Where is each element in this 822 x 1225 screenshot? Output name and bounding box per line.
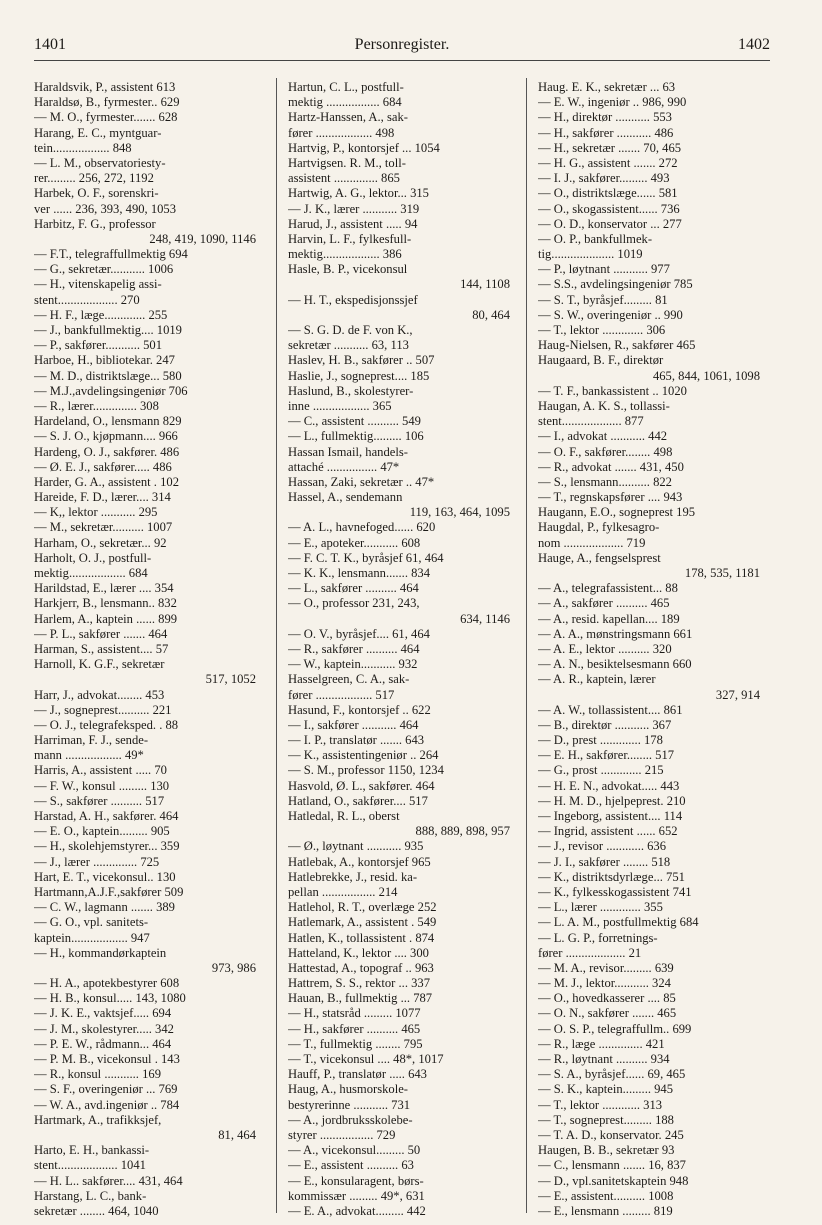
index-entry-line: Harildstad, E., lærer .... 354	[34, 581, 174, 596]
index-entry-line: mann .................. 49*	[34, 748, 144, 763]
index-entry-line: Hatlen, K., tollassistent . 874	[288, 930, 435, 945]
index-entry-line: — P. E. W., rådmann... 464	[34, 1036, 172, 1051]
index-entry-line: — S. J. O., kjøpmann.... 966	[34, 429, 178, 444]
index-entry-line: 248, 419, 1090, 1146	[149, 231, 256, 246]
index-entry-line: Hasund, F., kontorsjef .. 622	[288, 702, 431, 717]
index-entry-line: — S. W., overingeniør .. 990	[538, 307, 683, 322]
index-entry-line: — T., sogneprest......... 188	[538, 1112, 674, 1127]
index-entry-line: — E. O., kaptein......... 905	[34, 824, 170, 839]
index-entry-line: Harnoll, K. G.F., sekretær	[34, 657, 165, 672]
index-entry-line: Hareide, F. D., lærer.... 314	[34, 490, 171, 505]
index-entry-line: Harto, E. H., bankassi-	[34, 1143, 150, 1158]
index-entry-line: Hatlebak, A., kontorsjef 965	[288, 854, 431, 869]
index-entry-line: Hassan, Zaki, sekretær .. 47*	[288, 474, 435, 489]
index-entry-line: — L. M., observatoriesty-	[34, 155, 166, 170]
index-entry-line: — M. O., fyrmester....... 628	[34, 110, 178, 125]
index-entry-line: Haugen, B. B., sekretær 93	[538, 1143, 675, 1158]
index-entry-line: 517, 1052	[205, 672, 256, 687]
index-entry-line: Hartmann,A.J.F.,sakfører 509	[34, 884, 184, 899]
index-entry-line: — O., skogassistent...... 736	[538, 201, 680, 216]
index-entry-line: Hattrem, S. S., rektor ... 337	[288, 976, 431, 991]
index-entry-line: — A. L., havnefoged...... 620	[288, 520, 436, 535]
index-entry-line: — J. K. E., vaktsjef..... 694	[34, 1006, 172, 1021]
index-entry-line: — I., sakfører ........... 464	[288, 717, 419, 732]
index-entry-line: — L., fullmektig......... 106	[288, 429, 424, 444]
index-entry-line: — A. N., besiktelsesmann 660	[538, 657, 692, 672]
index-entry-line: — O. S. P., telegraffullm.. 699	[538, 1021, 692, 1036]
index-entry-line: — J., sogneprest.......... 221	[34, 702, 172, 717]
index-entry-line: — H. E. N., advokat..... 443	[538, 778, 680, 793]
index-entry-line: — S. A., byråsjef...... 69, 465	[538, 1067, 686, 1082]
index-entry-line: 973, 986	[211, 960, 256, 975]
index-entry-line: Haraldsvik, P., assistent 613	[34, 80, 176, 94]
index-entry-line: — L. G. P., forretnings-	[538, 930, 658, 945]
index-entry-line: — O., professor 231, 243,	[288, 596, 420, 611]
index-entry-line: — F. W., konsul ......... 130	[34, 778, 170, 793]
index-entry-line: — R., løytnant .......... 934	[538, 1052, 670, 1066]
index-entry-line: Haslund, B., skolestyrer-	[288, 383, 414, 398]
index-entry-line: 144, 1108	[460, 277, 510, 292]
index-entry-line: Haslev, H. B., sakfører .. 507	[288, 353, 435, 368]
index-entry-line: Haugann, E.O., sogneprest 195	[538, 505, 696, 520]
index-entry-line: — H. G., assistent ....... 272	[538, 155, 678, 170]
index-entry-line: — G., sekretær........... 1006	[34, 262, 174, 277]
page-title: Personregister.	[354, 36, 450, 53]
index-entry-line: Hatteland, K., lektor .... 300	[288, 945, 429, 960]
index-entry-line: Haug. E. K., sekretær ... 63	[538, 80, 676, 94]
index-entry-line: — H., vitenskapelig assi-	[34, 277, 162, 292]
index-entry-line: — A., telegrafassistent... 88	[538, 581, 678, 596]
index-entry-line: — R., lærer.............. 308	[34, 398, 159, 413]
index-entry-line: attaché ................ 47*	[288, 459, 400, 474]
index-entry-line: — C. W., lagmann ....... 389	[34, 900, 175, 915]
index-entry-line: mektig.................. 386	[288, 247, 402, 262]
index-entry-line: Harang, E. C., myntguar-	[34, 125, 162, 140]
index-entry-line: rer......... 256, 272, 1192	[34, 171, 154, 186]
index-entry-line: fører .................. 498	[288, 125, 395, 140]
index-entry-line: sekretær ........ 464, 1040	[34, 1203, 159, 1218]
index-entry-line: — R., læge .............. 421	[538, 1036, 665, 1051]
index-entry-line: — M.J.,avdelingsingeniør 706	[34, 383, 188, 398]
index-entry-line: — H., sakfører ........... 486	[538, 125, 674, 140]
index-entry-line: nom ................... 719	[538, 535, 646, 550]
index-entry-line: fører ................... 21	[538, 945, 642, 960]
index-entry-line: — S. F., overingeniør ... 769	[34, 1082, 178, 1097]
index-entry-line: Harman, S., assistent.... 57	[34, 641, 169, 656]
index-entry-line: 327, 914	[715, 687, 760, 702]
index-entry-line: Hasle, B. P., vicekonsul	[288, 262, 408, 277]
index-entry-line: — I. J., sakfører......... 493	[538, 171, 670, 186]
index-entry-line: — Ø., løytnant ........... 935	[288, 839, 424, 854]
index-entry-line: Hartvigsen. R. M., toll-	[288, 155, 406, 170]
index-entry-line: — Ingeborg, assistent.... 114	[538, 809, 683, 823]
index-entry-line: inne .................. 365	[288, 398, 392, 413]
index-entry-line: styrer ................. 729	[288, 1127, 396, 1142]
index-entry-line: — K., distriktsdyrlæge... 751	[538, 869, 685, 884]
index-entry-line: — A. A., mønstringsmann 661	[538, 626, 693, 641]
index-entry-line: Hatlehol, R. T., overlæge 252	[288, 900, 437, 915]
index-entry-line: — F.T., telegraffullmektig 694	[34, 247, 188, 262]
index-entry-line: assistent .............. 865	[288, 171, 400, 186]
index-entry-line: bestyrerinne ........... 731	[288, 1097, 411, 1112]
index-entry-line: tig.................... 1019	[538, 247, 643, 262]
index-entry-line: — O., distriktslæge...... 581	[538, 186, 678, 201]
index-entry-line: — H. A., apotekbestyrer 608	[34, 976, 180, 991]
index-entry-line: — L. A. M., postfullmektig 684	[538, 915, 699, 930]
index-entry-line: — L., lærer ............. 355	[538, 900, 663, 915]
index-column-2	[288, 80, 510, 1219]
index-entry-line: Hatland, O., sakfører.... 517	[288, 793, 428, 808]
index-entry-line: Harham, O., sekretær... 92	[34, 535, 167, 550]
index-entry-line: kommissær ......... 49*, 631	[288, 1188, 425, 1203]
index-entry-line: — M., sekretær.......... 1007	[34, 520, 173, 535]
index-entry-line: Haug-Nielsen, R., sakfører 465	[538, 338, 696, 353]
index-entry-line: — P., løytnant ........... 977	[538, 262, 670, 277]
index-entry-line: — H. L.. sakfører.... 431, 464	[34, 1173, 183, 1188]
index-entry-line: — S., sakfører .......... 517	[34, 793, 165, 808]
index-entry-line: sekretær ........... 63, 113	[288, 338, 409, 353]
index-entry-line: Haugdal, P., fylkesagro-	[538, 520, 660, 535]
index-entry-line: — T., vicekonsul .... 48*, 1017	[288, 1052, 444, 1066]
index-entry-line: Haraldsø, B., fyrmester.. 629	[34, 95, 180, 110]
index-entry-line: Haugan, A. K. S., tollassi-	[538, 398, 670, 413]
index-entry-line: — O. F., sakfører........ 498	[538, 444, 673, 459]
index-entry-line: Hardeng, O. J., sakfører. 486	[34, 444, 180, 459]
index-entry-line: — R., konsul ........... 169	[34, 1067, 161, 1082]
column-divider	[526, 78, 527, 1213]
index-entry-line: fører .................. 517	[288, 687, 395, 702]
index-entry-line: — E. H., sakfører........ 517	[538, 748, 675, 763]
index-entry-line: — Ø. E. J., sakfører..... 486	[34, 459, 172, 474]
index-entry-line: — A., vicekonsul......... 50	[288, 1143, 421, 1158]
index-entry-line: — E., konsularagent, børs-	[288, 1173, 424, 1188]
index-entry-line: — E., lensmann ......... 819	[538, 1203, 673, 1218]
index-entry-line: Harvin, L. F., fylkesfull-	[288, 231, 412, 246]
index-entry-line: Haug, A., husmorskole-	[288, 1082, 408, 1097]
index-entry-line: Hartun, C. L., postfull-	[288, 80, 404, 94]
index-entry-line: — E., apoteker........... 608	[288, 535, 421, 550]
index-entry-line: 178, 535, 1181	[684, 566, 760, 580]
index-column-3	[538, 80, 760, 1219]
index-entry-line: — K,, lektor ........... 295	[34, 505, 158, 520]
index-entry-line: Harstad, A. H., sakfører. 464	[34, 809, 179, 823]
index-entry-line: — R., advokat ....... 431, 450	[538, 459, 684, 474]
index-entry-line: stent................... 877	[538, 414, 644, 429]
index-entry-line: — P. L., sakfører ....... 464	[34, 626, 168, 641]
index-entry-line: — S. G. D. de F. von K.,	[288, 323, 413, 337]
index-entry-line: mektig ................. 684	[288, 95, 402, 110]
index-entry-line: Hasselgreen, C. A., sak-	[288, 672, 410, 687]
page-number-right: 1402	[738, 36, 770, 53]
index-entry-line: — A. W., tollassistent.... 861	[538, 702, 683, 717]
index-entry-line: Hartz-Hanssen, A., sak-	[288, 110, 408, 125]
index-entry-line: Harstang, L. C., bank-	[34, 1188, 147, 1203]
index-entry-line: — S.S., avdelingsingeniør 785	[538, 277, 693, 292]
index-entry-line: Harud, J., assistent ..... 94	[288, 216, 418, 231]
index-entry-line: — C., lensmann ....... 16, 837	[538, 1158, 686, 1173]
index-entry-line: Hartmark, A., trafikksjef,	[34, 1112, 162, 1127]
page-header	[34, 36, 770, 60]
index-entry-line: — H., kommandørkaptein	[34, 945, 167, 960]
index-entry-line: — K., assistentingeniør .. 264	[288, 748, 439, 763]
index-entry-line: — A. E., lektor .......... 320	[538, 641, 672, 656]
index-entry-line: mektig.................. 684	[34, 566, 148, 580]
column-divider	[276, 78, 277, 1213]
index-entry-line: — P., sakfører........... 501	[34, 338, 163, 353]
index-entry-line: — E., assistent.......... 1008	[538, 1188, 674, 1203]
index-entry-line: — J., bankfullmektig.... 1019	[34, 323, 182, 337]
index-entry-line: — K., fylkesskogassistent 741	[538, 884, 692, 899]
index-entry-line: Harboe, H., bibliotekar. 247	[34, 353, 175, 368]
index-entry-line: — H., sakfører .......... 465	[288, 1021, 421, 1036]
index-entry-line: — I., advokat ........... 442	[538, 429, 668, 444]
index-entry-line: — J. I., sakfører ........ 518	[538, 854, 671, 869]
index-entry-line: — O. V., byråsjef.... 61, 464	[288, 626, 430, 641]
index-entry-line: Hartvig, P., kontorsjef ... 1054	[288, 140, 440, 155]
index-entry-line: — J. K., lærer ........... 319	[288, 201, 420, 216]
index-entry-line: — M. J., lektor........... 324	[538, 976, 671, 991]
index-column-1	[34, 80, 256, 1219]
index-entry-line: — L., sakfører .......... 464	[288, 581, 419, 596]
index-entry-line: — W. A., avd.ingeniør .. 784	[34, 1097, 180, 1112]
index-entry-line: — T., regnskapsfører .... 943	[538, 490, 683, 505]
index-entry-line: — H., sekretær ....... 70, 465	[538, 140, 682, 155]
index-entry-line: — P. M. B., vicekonsul . 143	[34, 1052, 180, 1066]
index-entry-line: Harkjerr, B., lensmann.. 832	[34, 596, 177, 611]
index-entry-line: — B., direktør ........... 367	[538, 717, 672, 732]
index-entry-line: — D., vpl.sanitetskaptein 948	[538, 1173, 689, 1188]
index-entry-line: — H., direktør ........... 553	[538, 110, 672, 125]
index-entry-line: — H., skolehjemstyrer... 359	[34, 839, 180, 854]
index-entry-line: Hart, E. T., vicekonsul.. 130	[34, 869, 176, 884]
index-entry-line: — A., resid. kapellan.... 189	[538, 611, 680, 626]
index-entry-line: Hauan, B., fullmektig ... 787	[288, 991, 433, 1006]
index-entry-line: — J. M., skolestyrer..... 342	[34, 1021, 174, 1036]
index-entry-line: 634, 1146	[460, 611, 510, 626]
index-entry-line: stent................... 1041	[34, 1158, 146, 1173]
index-entry-line: — A., jordbruksskolebe-	[288, 1112, 413, 1127]
index-entry-line: — M. A., revisor......... 639	[538, 960, 674, 975]
index-entry-line: 119, 163, 464, 1095	[409, 505, 510, 520]
index-entry-line: — S. K., kaptein......... 945	[538, 1082, 674, 1097]
index-entry-line: — D., prest ............. 178	[538, 733, 663, 748]
index-entry-line: — O. J., telegrafeksped. . 88	[34, 717, 179, 732]
index-entry-line: Harholt, O. J., postfull-	[34, 550, 152, 565]
index-entry-line: — A., sakfører .......... 465	[538, 596, 670, 611]
index-entry-line: — M. D., distriktslæge... 580	[34, 368, 182, 383]
index-entry-line: — K. K., lensmann....... 834	[288, 566, 431, 580]
index-entry-line: Hatlebrekke, J., resid. ka-	[288, 869, 418, 884]
index-entry-line: 80, 464	[472, 307, 510, 322]
index-entry-line: kaptein.................. 947	[34, 930, 150, 945]
index-entry-line: Harder, G. A., assistent . 102	[34, 474, 179, 489]
index-entry-line: — J., lærer .............. 725	[34, 854, 160, 869]
index-entry-line: Hauff, P., translatør ..... 643	[288, 1067, 427, 1082]
index-entry-line: — H., statsråd ......... 1077	[288, 1006, 421, 1021]
index-entry-line: — W., kaptein........... 932	[288, 657, 418, 672]
index-entry-line: Hatlemark, A., assistent . 549	[288, 915, 437, 930]
index-entry-line: — S., lensmann.......... 822	[538, 474, 672, 489]
index-entry-line: tein.................. 848	[34, 140, 132, 155]
index-entry-line: 81, 464	[218, 1127, 256, 1142]
index-entry-line: Hartwig, A. G., lektor... 315	[288, 186, 429, 201]
index-entry-line: — F. C. T. K., byråsjef 61, 464	[288, 550, 444, 565]
index-entry-line: — T., lektor ............. 306	[538, 323, 666, 337]
index-entry-line: — O., hovedkasserer .... 85	[538, 991, 676, 1006]
index-entry-line: ver ...... 236, 393, 490, 1053	[34, 201, 177, 216]
index-entry-line: — T., fullmektig ........ 795	[288, 1036, 423, 1051]
index-entry-line: — I. P., translatør ....... 643	[288, 733, 425, 748]
index-entry-line: — J., revisor ............ 636	[538, 839, 667, 854]
index-entry-line: — H. T., ekspedisjonssjef	[288, 292, 418, 307]
index-entry-line: Harlem, A., kaptein ...... 899	[34, 611, 178, 626]
index-entry-line: Hassel, A., sendemann	[288, 490, 403, 505]
index-entry-line: Hassan Ismail, handels-	[288, 444, 408, 459]
index-entry-line: — G. O., vpl. sanitets-	[34, 915, 149, 930]
index-entry-line: Harbitz, F. G., professor	[34, 216, 156, 231]
index-entry-line: Hattestad, A., topograf .. 963	[288, 960, 434, 975]
index-entry-line: — H. B., konsul..... 143, 1080	[34, 991, 186, 1006]
index-entry-line: Harris, A., assistent ..... 70	[34, 763, 167, 778]
index-entry-line: — G., prost ............. 215	[538, 763, 664, 778]
index-entry-line: 465, 844, 1061, 1098	[652, 368, 760, 383]
index-entry-line: — E. A., advokat......... 442	[288, 1203, 426, 1218]
index-entry-line: — S. T., byråsjef......... 81	[538, 292, 668, 307]
index-entry-line: — O. P., bankfullmek-	[538, 231, 653, 246]
index-entry-line: — T. F., bankassistent .. 1020	[538, 383, 687, 398]
index-entry-line: — H. M. D., hjelpeprest. 210	[538, 793, 686, 808]
index-entry-line: — T. A. D., konservator. 245	[538, 1127, 684, 1142]
index-entry-line: — T., lektor ............ 313	[538, 1097, 663, 1112]
index-entry-line: — A. R., kaptein, lærer	[538, 672, 656, 687]
index-entry-line: — R., sakfører .......... 464	[288, 641, 420, 656]
index-entry-line: Harr, J., advokat........ 453	[34, 687, 165, 702]
header-rule	[34, 60, 770, 61]
index-entry-line: Haugaard, B. F., direktør	[538, 353, 664, 368]
index-entry-line: — Ingrid, assistent ...... 652	[538, 824, 678, 839]
index-entry-line: — O. D., konservator ... 277	[538, 216, 682, 231]
index-entry-line: Harbek, O. F., sorenskri-	[34, 186, 159, 201]
index-entry-line: — C., assistent .......... 549	[288, 414, 421, 429]
index-entry-line: — S. M., professor 1150, 1234	[288, 763, 444, 778]
page-number-left: 1401	[34, 36, 66, 53]
index-entry-line: 888, 889, 898, 957	[415, 824, 510, 839]
index-entry-line: — O. N., sakfører ....... 465	[538, 1006, 677, 1021]
index-entry-line: — E., assistent .......... 63	[288, 1158, 414, 1173]
index-entry-line: stent................... 270	[34, 292, 140, 307]
index-entry-line: pellan ................. 214	[288, 884, 398, 899]
index-entry-line: Harriman, F. J., sende-	[34, 733, 149, 748]
index-entry-line: Hardeland, O., lensmann 829	[34, 414, 182, 429]
index-entry-line: — H. F., læge............. 255	[34, 307, 168, 322]
index-entry-line: — E. W., ingeniør .. 986, 990	[538, 95, 687, 110]
index-entry-line: Hatledal, R. L., oberst	[288, 809, 400, 823]
index-entry-line: Hauge, A., fengselsprest	[538, 550, 661, 565]
index-entry-line: Haslie, J., sogneprest.... 185	[288, 368, 430, 383]
index-entry-line: Hasvold, Ø. L., sakfører. 464	[288, 778, 435, 793]
